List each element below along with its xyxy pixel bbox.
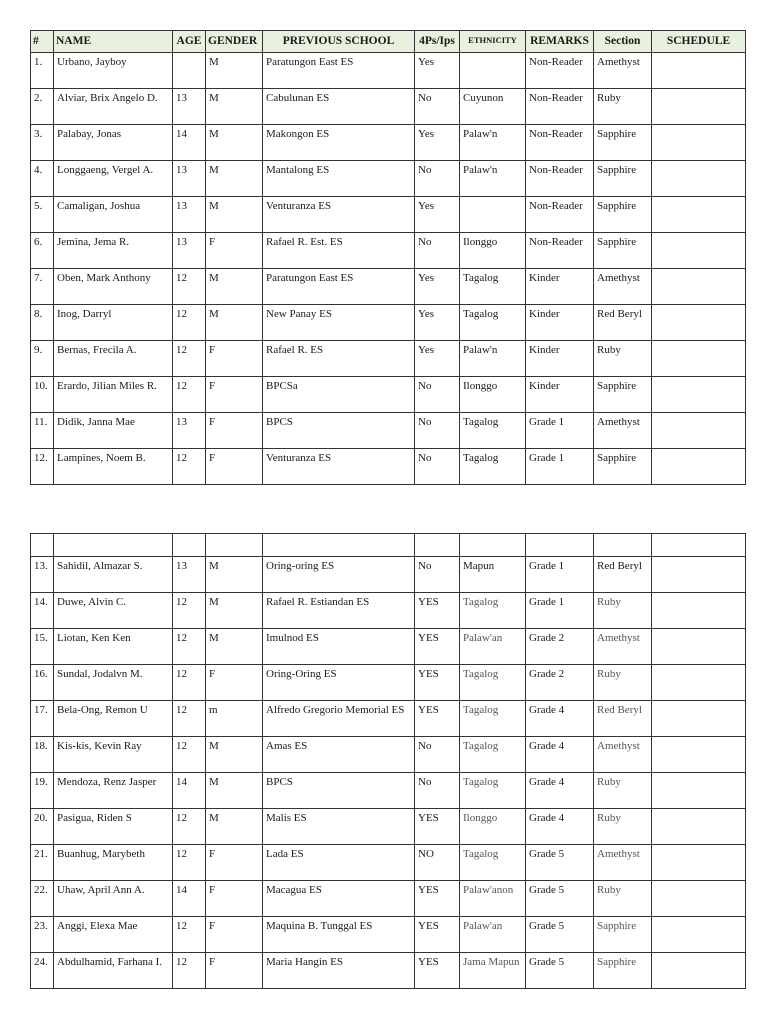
student-gender: M <box>206 557 263 593</box>
ethnicity: Ilonggo <box>460 233 526 269</box>
remarks: Non-Reader <box>526 89 594 125</box>
ethnicity <box>460 197 526 233</box>
blank-cell <box>31 534 54 557</box>
4ps-status: Yes <box>415 125 460 161</box>
table-row <box>31 269 746 305</box>
schedule <box>652 773 746 809</box>
row-number: 14. <box>31 593 54 629</box>
row-number: 12. <box>31 449 54 485</box>
student-gender: F <box>206 881 263 917</box>
student-age: 12 <box>173 269 206 305</box>
student-gender: M <box>206 53 263 89</box>
previous-school: Macagua ES <box>263 881 415 917</box>
schedule <box>652 917 746 953</box>
row-number: 11. <box>31 413 54 449</box>
blank-cell <box>206 534 263 557</box>
student-age: 12 <box>173 593 206 629</box>
table-row <box>31 89 746 125</box>
section: Ruby <box>594 593 652 629</box>
ethnicity: Tagalog <box>460 413 526 449</box>
remarks: Kinder <box>526 305 594 341</box>
student-age: 14 <box>173 881 206 917</box>
section: Sapphire <box>594 917 652 953</box>
row-number: 7. <box>31 269 54 305</box>
student-name: Duwe, Alvin C. <box>54 593 173 629</box>
table-row <box>31 953 746 989</box>
ethnicity: Tagalog <box>460 737 526 773</box>
section: Sapphire <box>594 953 652 989</box>
blank-cell <box>652 534 746 557</box>
header-previous-school: PREVIOUS SCHOOL <box>263 31 415 53</box>
schedule <box>652 737 746 773</box>
student-gender: M <box>206 125 263 161</box>
student-name: Inog, Darryl <box>54 305 173 341</box>
previous-school: Oring-oring ES <box>263 557 415 593</box>
table-row <box>31 413 746 449</box>
4ps-status: YES <box>415 953 460 989</box>
4ps-status: Yes <box>415 305 460 341</box>
4ps-status: YES <box>415 665 460 701</box>
student-name: Pasigua, Riden S <box>54 809 173 845</box>
student-name: Palabay, Jonas <box>54 125 173 161</box>
ethnicity: Tagalog <box>460 269 526 305</box>
4ps-status: YES <box>415 881 460 917</box>
student-table-page-1 <box>30 30 746 485</box>
student-name: Sahidil, Almazar S. <box>54 557 173 593</box>
ethnicity: Palaw'n <box>460 125 526 161</box>
schedule <box>652 593 746 629</box>
schedule <box>652 881 746 917</box>
ethnicity: Tagalog <box>460 593 526 629</box>
remarks: Grade 1 <box>526 449 594 485</box>
student-gender: F <box>206 917 263 953</box>
schedule <box>652 233 746 269</box>
table-row <box>31 341 746 377</box>
remarks: Grade 5 <box>526 845 594 881</box>
student-age: 12 <box>173 449 206 485</box>
remarks: Non-Reader <box>526 233 594 269</box>
remarks: Grade 1 <box>526 593 594 629</box>
student-age: 12 <box>173 809 206 845</box>
student-age: 12 <box>173 845 206 881</box>
section: Red Beryl <box>594 305 652 341</box>
4ps-status: No <box>415 233 460 269</box>
header-remarks: REMARKS <box>526 31 594 53</box>
previous-school: Rafael R. Est. ES <box>263 233 415 269</box>
student-name: Urbano, Jayboy <box>54 53 173 89</box>
section: Red Beryl <box>594 701 652 737</box>
previous-school: Maquina B. Tunggal ES <box>263 917 415 953</box>
table-row <box>31 197 746 233</box>
header-gender: GENDER <box>206 31 263 53</box>
row-number: 6. <box>31 233 54 269</box>
student-gender: M <box>206 773 263 809</box>
student-table-page-2 <box>30 533 746 989</box>
previous-school: Makongon ES <box>263 125 415 161</box>
remarks: Grade 4 <box>526 737 594 773</box>
remarks: Grade 5 <box>526 917 594 953</box>
student-gender: M <box>206 269 263 305</box>
student-age <box>173 53 206 89</box>
student-gender: F <box>206 341 263 377</box>
student-name: Oben, Mark Anthony <box>54 269 173 305</box>
header-schedule: SCHEDULE <box>652 31 746 53</box>
4ps-status: YES <box>415 917 460 953</box>
student-gender: M <box>206 593 263 629</box>
section: Amethyst <box>594 629 652 665</box>
student-name: Buanhug, Marybeth <box>54 845 173 881</box>
section: Ruby <box>594 89 652 125</box>
student-age: 13 <box>173 89 206 125</box>
remarks: Non-Reader <box>526 53 594 89</box>
student-age: 13 <box>173 557 206 593</box>
remarks: Kinder <box>526 269 594 305</box>
schedule <box>652 377 746 413</box>
remarks: Grade 1 <box>526 557 594 593</box>
schedule <box>652 701 746 737</box>
header-ethnicity: ETHNICITY <box>460 31 526 53</box>
header-name: NAME <box>54 31 173 53</box>
row-number: 5. <box>31 197 54 233</box>
blank-cell <box>54 534 173 557</box>
ethnicity: Tagalog <box>460 665 526 701</box>
row-number: 23. <box>31 917 54 953</box>
table-body-page-1 <box>31 53 746 485</box>
section: Ruby <box>594 773 652 809</box>
student-gender: F <box>206 845 263 881</box>
section: Sapphire <box>594 197 652 233</box>
student-gender: F <box>206 233 263 269</box>
schedule <box>652 845 746 881</box>
remarks: Grade 2 <box>526 665 594 701</box>
student-gender: F <box>206 413 263 449</box>
student-gender: M <box>206 305 263 341</box>
4ps-status: No <box>415 557 460 593</box>
schedule <box>652 341 746 377</box>
section: Sapphire <box>594 233 652 269</box>
row-number: 21. <box>31 845 54 881</box>
student-name: Anggi, Elexa Mae <box>54 917 173 953</box>
section: Ruby <box>594 665 652 701</box>
student-name: Alviar, Brix Angelo D. <box>54 89 173 125</box>
previous-school: New Panay ES <box>263 305 415 341</box>
row-number: 10. <box>31 377 54 413</box>
4ps-status: Yes <box>415 269 460 305</box>
4ps-status: No <box>415 89 460 125</box>
blank-cell <box>263 534 415 557</box>
remarks: Kinder <box>526 341 594 377</box>
header-num: # <box>31 31 54 53</box>
section: Amethyst <box>594 737 652 773</box>
blank-row <box>31 534 746 557</box>
remarks: Grade 4 <box>526 809 594 845</box>
remarks: Non-Reader <box>526 197 594 233</box>
blank-cell <box>415 534 460 557</box>
remarks: Grade 2 <box>526 629 594 665</box>
student-age: 12 <box>173 629 206 665</box>
student-age: 12 <box>173 665 206 701</box>
table-body-page-2 <box>31 534 746 989</box>
row-number: 9. <box>31 341 54 377</box>
student-gender: m <box>206 701 263 737</box>
student-name: Sundal, Jodalvn M. <box>54 665 173 701</box>
table-row <box>31 701 746 737</box>
table-row <box>31 161 746 197</box>
previous-school: Paratungon East ES <box>263 269 415 305</box>
remarks: Non-Reader <box>526 161 594 197</box>
section: Amethyst <box>594 53 652 89</box>
student-gender: F <box>206 665 263 701</box>
row-number: 13. <box>31 557 54 593</box>
schedule <box>652 953 746 989</box>
student-gender: F <box>206 377 263 413</box>
student-name: Didik, Janna Mae <box>54 413 173 449</box>
student-gender: F <box>206 953 263 989</box>
row-number: 1. <box>31 53 54 89</box>
section: Ruby <box>594 809 652 845</box>
student-name: Camaligan, Joshua <box>54 197 173 233</box>
ethnicity: Palaw'an <box>460 917 526 953</box>
student-age: 13 <box>173 413 206 449</box>
blank-cell <box>594 534 652 557</box>
table-row <box>31 917 746 953</box>
schedule <box>652 305 746 341</box>
ethnicity: Palaw'n <box>460 341 526 377</box>
previous-school: Amas ES <box>263 737 415 773</box>
student-name: Erardo, Jilian Miles R. <box>54 377 173 413</box>
table-row <box>31 593 746 629</box>
schedule <box>652 269 746 305</box>
blank-cell <box>173 534 206 557</box>
ethnicity: Mapun <box>460 557 526 593</box>
4ps-status: No <box>415 449 460 485</box>
student-gender: M <box>206 197 263 233</box>
schedule <box>652 197 746 233</box>
table-row <box>31 233 746 269</box>
student-gender: M <box>206 629 263 665</box>
schedule <box>652 809 746 845</box>
student-name: Bela-Ong, Remon U <box>54 701 173 737</box>
previous-school: Venturanza ES <box>263 197 415 233</box>
4ps-status: YES <box>415 593 460 629</box>
previous-school: Oring-Oring ES <box>263 665 415 701</box>
student-name: Mendoza, Renz Jasper <box>54 773 173 809</box>
ethnicity: Tagalog <box>460 449 526 485</box>
header-section: Section <box>594 31 652 53</box>
student-gender: M <box>206 89 263 125</box>
previous-school: Cabulunan ES <box>263 89 415 125</box>
remarks: Grade 4 <box>526 701 594 737</box>
4ps-status: Yes <box>415 197 460 233</box>
table-row <box>31 737 746 773</box>
row-number: 16. <box>31 665 54 701</box>
student-age: 13 <box>173 161 206 197</box>
student-age: 13 <box>173 233 206 269</box>
header-4ps: 4Ps/Ips <box>415 31 460 53</box>
row-number: 22. <box>31 881 54 917</box>
row-number: 17. <box>31 701 54 737</box>
remarks: Grade 5 <box>526 881 594 917</box>
ethnicity: Ilonggo <box>460 809 526 845</box>
previous-school: Malis ES <box>263 809 415 845</box>
student-name: Uhaw, April Ann A. <box>54 881 173 917</box>
remarks: Grade 4 <box>526 773 594 809</box>
4ps-status: YES <box>415 701 460 737</box>
student-gender: M <box>206 161 263 197</box>
remarks: Kinder <box>526 377 594 413</box>
section: Amethyst <box>594 845 652 881</box>
ethnicity: Palaw'n <box>460 161 526 197</box>
schedule <box>652 53 746 89</box>
previous-school: Rafael R. Estiandan ES <box>263 593 415 629</box>
4ps-status: No <box>415 413 460 449</box>
4ps-status: No <box>415 161 460 197</box>
student-age: 12 <box>173 341 206 377</box>
blank-cell <box>526 534 594 557</box>
previous-school: Paratungon East ES <box>263 53 415 89</box>
ethnicity: Cuyunon <box>460 89 526 125</box>
table-row <box>31 845 746 881</box>
section: Sapphire <box>594 449 652 485</box>
student-age: 12 <box>173 953 206 989</box>
4ps-status: No <box>415 773 460 809</box>
student-age: 12 <box>173 737 206 773</box>
table-row <box>31 377 746 413</box>
student-name: Kis-kis, Kevin Ray <box>54 737 173 773</box>
row-number: 3. <box>31 125 54 161</box>
4ps-status: YES <box>415 629 460 665</box>
table-row <box>31 881 746 917</box>
ethnicity: Palaw'an <box>460 629 526 665</box>
student-name: Longgaeng, Vergel A. <box>54 161 173 197</box>
table-row <box>31 449 746 485</box>
table-row <box>31 305 746 341</box>
row-number: 24. <box>31 953 54 989</box>
schedule <box>652 629 746 665</box>
row-number: 18. <box>31 737 54 773</box>
student-age: 12 <box>173 917 206 953</box>
previous-school: BPCS <box>263 773 415 809</box>
ethnicity: Ilonggo <box>460 377 526 413</box>
4ps-status: NO <box>415 845 460 881</box>
4ps-status: YES <box>415 809 460 845</box>
row-number: 4. <box>31 161 54 197</box>
row-number: 19. <box>31 773 54 809</box>
previous-school: Lada ES <box>263 845 415 881</box>
4ps-status: Yes <box>415 341 460 377</box>
table-row <box>31 125 746 161</box>
row-number: 20. <box>31 809 54 845</box>
section: Sapphire <box>594 125 652 161</box>
4ps-status: Yes <box>415 53 460 89</box>
table-row <box>31 665 746 701</box>
remarks: Grade 5 <box>526 953 594 989</box>
table-row <box>31 773 746 809</box>
previous-school: BPCS <box>263 413 415 449</box>
remarks: Non-Reader <box>526 125 594 161</box>
ethnicity <box>460 53 526 89</box>
section: Ruby <box>594 881 652 917</box>
4ps-status: No <box>415 737 460 773</box>
row-number: 8. <box>31 305 54 341</box>
remarks: Grade 1 <box>526 413 594 449</box>
header-age: AGE <box>173 31 206 53</box>
previous-school: Mantalong ES <box>263 161 415 197</box>
student-name: Bernas, Frecila A. <box>54 341 173 377</box>
header-row <box>31 31 746 53</box>
schedule <box>652 413 746 449</box>
student-name: Liotan, Ken Ken <box>54 629 173 665</box>
student-gender: M <box>206 809 263 845</box>
previous-school: Venturanza ES <box>263 449 415 485</box>
previous-school: Imulnod ES <box>263 629 415 665</box>
ethnicity: Tagalog <box>460 701 526 737</box>
schedule <box>652 557 746 593</box>
ethnicity: Palaw'anon <box>460 881 526 917</box>
previous-school: Maria Hangin ES <box>263 953 415 989</box>
schedule <box>652 89 746 125</box>
ethnicity: Jama Mapun <box>460 953 526 989</box>
ethnicity: Tagalog <box>460 773 526 809</box>
student-age: 12 <box>173 305 206 341</box>
section: Amethyst <box>594 269 652 305</box>
row-number: 15. <box>31 629 54 665</box>
table-row <box>31 557 746 593</box>
ethnicity: Tagalog <box>460 305 526 341</box>
previous-school: BPCSa <box>263 377 415 413</box>
student-name: Lampines, Noem B. <box>54 449 173 485</box>
table-row <box>31 53 746 89</box>
section: Sapphire <box>594 161 652 197</box>
student-age: 14 <box>173 773 206 809</box>
student-age: 14 <box>173 125 206 161</box>
section: Amethyst <box>594 413 652 449</box>
student-gender: M <box>206 737 263 773</box>
schedule <box>652 449 746 485</box>
previous-school: Alfredo Gregorio Memorial ES <box>263 701 415 737</box>
section: Red Beryl <box>594 557 652 593</box>
previous-school: Rafael R. ES <box>263 341 415 377</box>
student-age: 12 <box>173 701 206 737</box>
schedule <box>652 665 746 701</box>
student-age: 12 <box>173 377 206 413</box>
row-number: 2. <box>31 89 54 125</box>
ethnicity: Tagalog <box>460 845 526 881</box>
schedule <box>652 125 746 161</box>
student-gender: F <box>206 449 263 485</box>
4ps-status: No <box>415 377 460 413</box>
blank-cell <box>460 534 526 557</box>
section: Sapphire <box>594 377 652 413</box>
student-age: 13 <box>173 197 206 233</box>
section: Ruby <box>594 341 652 377</box>
student-name: Abdulhamid, Farhana I. <box>54 953 173 989</box>
table-row <box>31 809 746 845</box>
student-name: Jemina, Jema R. <box>54 233 173 269</box>
table-row <box>31 629 746 665</box>
schedule <box>652 161 746 197</box>
